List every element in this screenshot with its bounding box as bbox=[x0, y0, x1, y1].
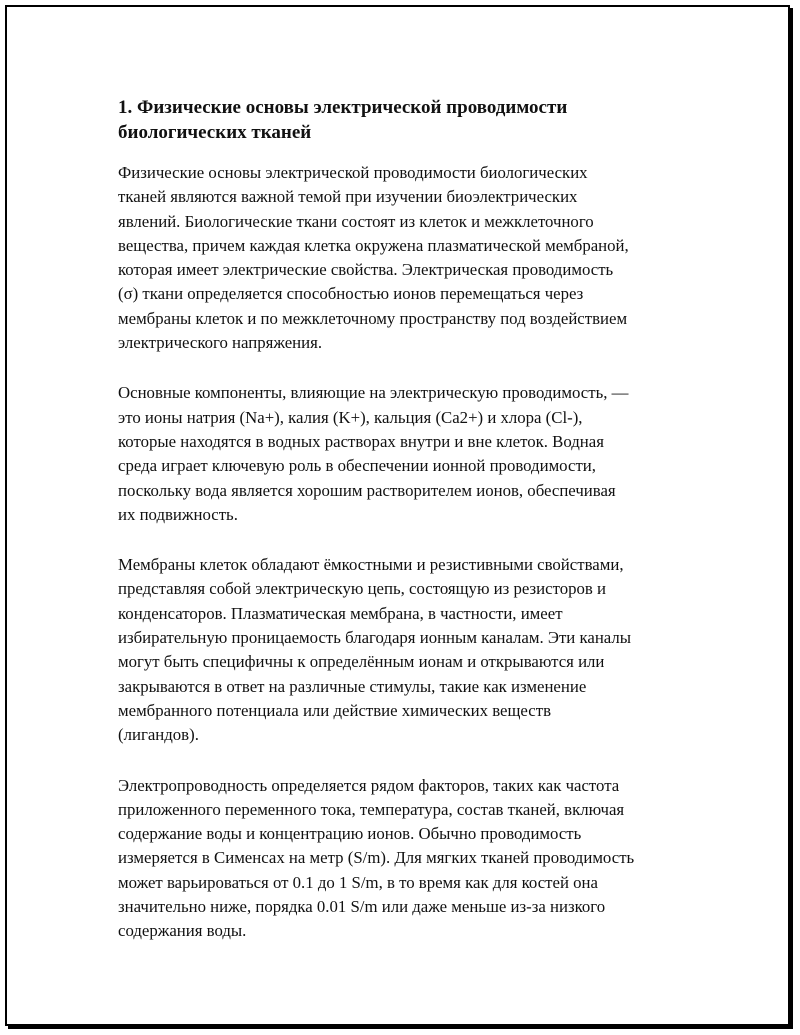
text-line: их подвижность. bbox=[118, 504, 238, 524]
text-line: избирательную проницаемость благодаря ионным каналам. Эти каналы bbox=[118, 628, 632, 648]
text-line: это ионы натрия (Na+), калия (K+), кальция (Ca2+) и хлора (Cl-), bbox=[118, 407, 583, 427]
paragraph-2 bbox=[118, 381, 692, 527]
text-line: вещества, причем каждая клетка окружена плазматической мембраной, bbox=[118, 235, 629, 255]
text-line: которые находятся в водных растворах внутри и вне клеток. Водная bbox=[118, 431, 604, 451]
text-line: содержания воды. bbox=[118, 921, 247, 941]
text-line: приложенного переменного тока, температура, состав тканей, включая bbox=[118, 799, 625, 819]
title-line: биологических тканей bbox=[118, 122, 312, 143]
text-line: Основные компоненты, влияющие на электрическую проводимость, — bbox=[118, 383, 629, 403]
text-line: измеряется в Сименсах на метр (S/m). Для мягких тканей проводимость bbox=[118, 848, 635, 868]
text-line: Мембраны клеток обладают ёмкостными и резистивными свойствами, bbox=[118, 555, 624, 575]
text-line: поскольку вода является хорошим растворителем ионов, обеспечивая bbox=[118, 480, 616, 500]
text-line: мембраны клеток и по межклеточному пространству под воздействием bbox=[118, 308, 628, 328]
paragraph-4 bbox=[118, 774, 692, 944]
text-line: тканей являются важной темой при изучении биоэлектрических bbox=[118, 187, 578, 207]
paragraph-1 bbox=[118, 161, 692, 355]
text-line: конденсаторов. Плазматическая мембрана, в частности, имеет bbox=[118, 603, 563, 623]
text-line: закрываются в ответ на различные стимулы, такие как изменение bbox=[118, 676, 587, 696]
document-content bbox=[112, 95, 692, 970]
title-line: 1. Физические основы электрической проводимости bbox=[118, 97, 568, 118]
text-line: (лигандов). bbox=[118, 725, 199, 745]
paragraph-3 bbox=[118, 553, 692, 747]
text-line: мембранного потенциала или действие химических веществ bbox=[118, 700, 551, 720]
text-line: Физические основы электрической проводимости биологических bbox=[118, 163, 588, 182]
text-line: значительно ниже, порядка 0.01 S/m или даже меньше из-за низкого bbox=[118, 897, 606, 917]
text-line: содержание воды и концентрацию ионов. Обычно проводимость bbox=[118, 824, 582, 844]
text-line: электрического напряжения. bbox=[118, 333, 323, 353]
text-line: может варьироваться от 0.1 до 1 S/m, в то время как для костей она bbox=[118, 872, 598, 892]
text-line: среда играет ключевую роль в обеспечении ионной проводимости, bbox=[118, 456, 596, 476]
text-line: могут быть специфичны к определённым ионам и открываются или bbox=[118, 652, 605, 672]
text-line: (σ) ткани определяется способностью ионов перемещаться через bbox=[118, 284, 584, 304]
text-line: явлений. Биологические ткани состоят из клеток и межклеточного bbox=[118, 211, 594, 231]
text-line: представляя собой электрическую цепь, состоящую из резисторов и bbox=[118, 579, 606, 599]
text-line: которая имеет электрические свойства. Электрическая проводимость bbox=[118, 260, 614, 280]
text-line: Электропроводность определяется рядом факторов, таких как частота bbox=[118, 775, 620, 795]
section-title bbox=[118, 95, 692, 145]
